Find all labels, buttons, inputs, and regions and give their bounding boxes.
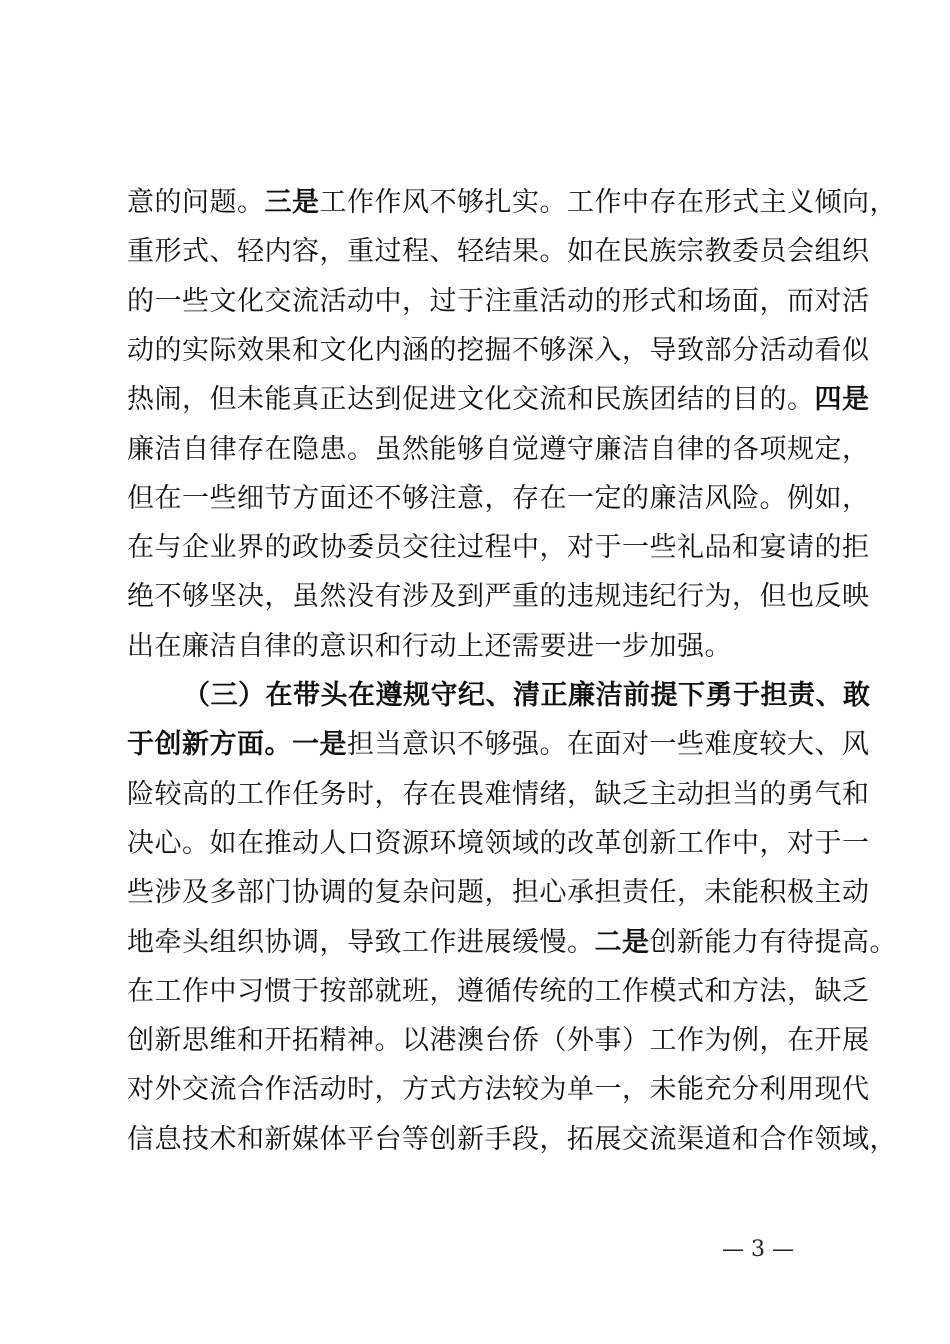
text-line <box>127 326 870 376</box>
text-segment: 但在一些细节方面还不够注意，存在一定的廉洁风险。例如， <box>127 482 870 514</box>
text-line <box>127 819 870 869</box>
bold-text-segment: 于创新方面。一是 <box>127 729 347 761</box>
text-line <box>127 425 870 475</box>
text-segment: 出在廉洁自律的意识和行动上还需要进一步加强。 <box>127 630 732 662</box>
text-segment: 创新思维和开拓精神。以港澳台侨（外事）工作为例，在开展 <box>127 1025 870 1057</box>
text-segment: 动的实际效果和文化内涵的挖掘不够深入，导致部分活动看似 <box>127 334 870 366</box>
text-segment: 地牵头组织协调，导致工作进展缓慢。 <box>127 926 595 958</box>
text-line <box>127 770 870 820</box>
text-line <box>183 671 871 721</box>
text-segment: 对外交流合作活动时，方式方法较为单一，未能充分利用现代 <box>127 1074 870 1106</box>
text-segment: 热闹，但未能真正达到促进文化交流和民族团结的目的。 <box>127 384 815 416</box>
text-segment: 绝不够坚决，虽然没有涉及到严重的违规违纪行为，但也反映 <box>127 581 870 613</box>
text-line <box>127 178 897 228</box>
text-line <box>127 967 870 1017</box>
text-segment: 信息技术和新媒体平台等创新手段，拓展交流渠道和合作领域， <box>127 1123 897 1155</box>
text-line <box>127 375 870 425</box>
text-segment: 些涉及多部门协调的复杂问题，担心承担责任，未能积极主动 <box>127 877 870 909</box>
text-line <box>127 1065 870 1115</box>
text-segment: 担当意识不够强。在面对一些难度较大、风 <box>347 729 870 761</box>
page-number: — 3 — <box>722 1237 794 1262</box>
text-line <box>127 572 870 622</box>
text-segment: 重形式、轻内容，重过程、轻结果。如在民族宗教委员会组织 <box>127 236 870 268</box>
text-segment: 决心。如在推动人口资源环境领域的改革创新工作中，对于一 <box>127 827 870 859</box>
text-line <box>127 622 732 672</box>
text-segment: 工作作风不够扎实。工作中存在形式主义倾向， <box>319 187 897 218</box>
text-segment: 险较高的工作任务时，存在畏难情绪，缺乏主动担当的勇气和 <box>127 778 870 810</box>
text-segment: 廉洁自律存在隐患。虽然能够自觉遵守廉洁自律的各项规定， <box>127 433 870 465</box>
text-line <box>127 1115 897 1165</box>
text-line <box>127 227 870 277</box>
text-segment: 意的问题。 <box>127 187 265 218</box>
bold-text-segment: 三是 <box>264 187 320 218</box>
text-segment: 在工作中习惯于按部就班，遵循传统的工作模式和方法，缺乏 <box>127 975 870 1007</box>
bold-text-segment: 四是 <box>814 384 870 416</box>
bold-text-segment: （三）在带头在遵规守纪、清正廉洁前提下勇于担责、敢 <box>183 680 871 711</box>
text-line <box>127 277 870 327</box>
text-segment: 在与企业界的政协委员交往过程中，对于一些礼品和宴请的拒 <box>127 532 870 564</box>
text-line <box>127 868 870 918</box>
text-line <box>127 720 870 770</box>
bold-text-segment: 二是 <box>594 926 650 958</box>
text-line <box>127 1016 870 1066</box>
text-line <box>127 474 870 524</box>
text-segment: 创新能力有待提高。 <box>649 926 897 958</box>
text-segment: 的一些文化交流活动中，过于注重活动的形式和场面，而对活 <box>127 285 870 317</box>
text-line <box>127 918 897 968</box>
text-line <box>127 523 870 573</box>
